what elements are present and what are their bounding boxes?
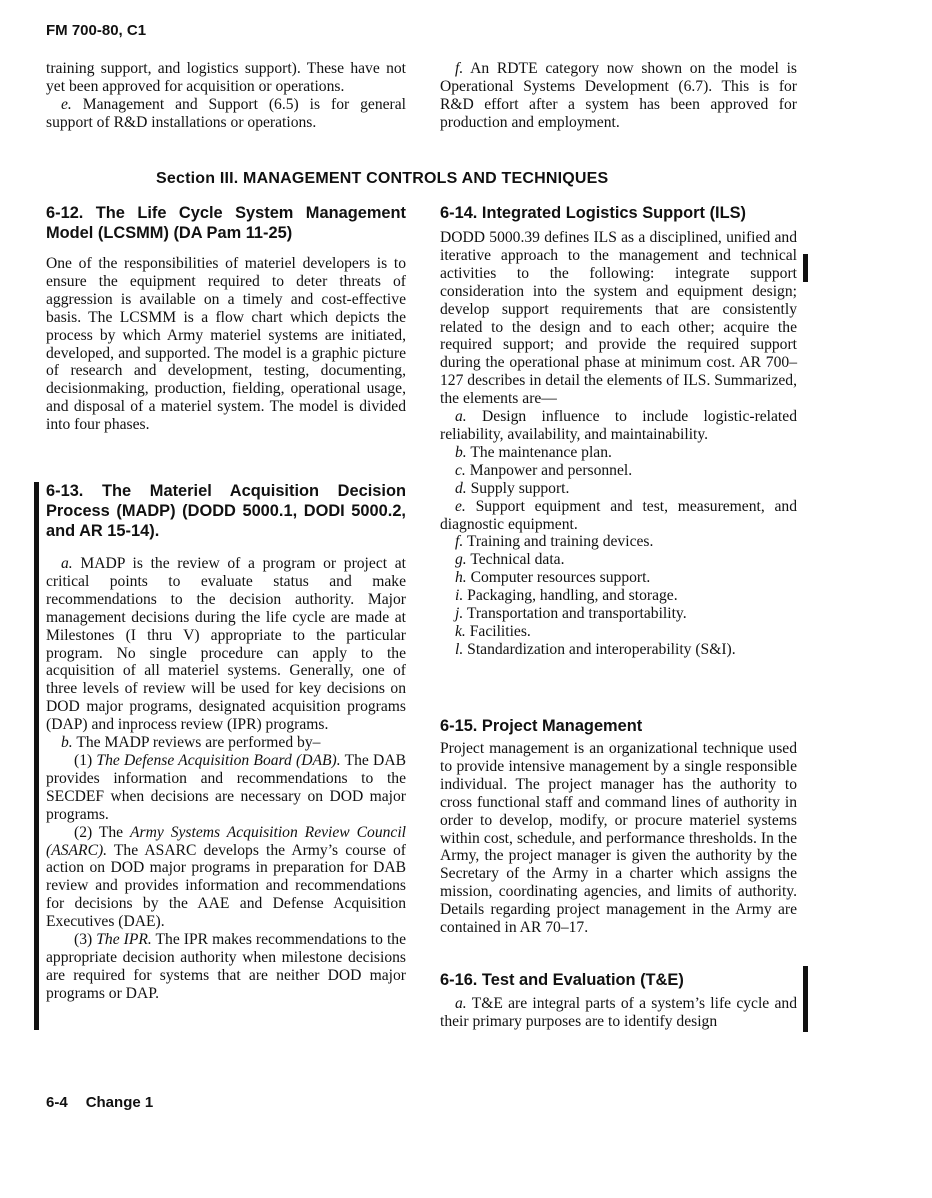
item-label: j. <box>455 605 464 623</box>
item-text: An RDTE category now shown on the model is Operational Systems Development (6.7). This is for R&D effort after a system has been approved for production and employment. <box>440 60 797 131</box>
item-label: a. <box>61 555 73 572</box>
list-item <box>440 623 797 641</box>
body-6-12: One of the responsibilities of materiel developers is to ensure the equipment required to deter threats of aggression is available on a timely and cost-effective basis. The LCSMM is a flow chart which depicts the process by which Army materiel systems are initiated, developed, and supported. The model is a graphic picture of research and development, testing, documenting, decisionmaking, production, fielding, operational usage, and disposal of a materiel system. The model is divided into four phases. <box>46 255 406 434</box>
item-b1 <box>46 752 406 824</box>
item-text: Training and training devices. <box>466 533 654 551</box>
continued-paragraph: training support, and logistics support). These have not yet been approved for acquisition or operations. <box>46 60 406 95</box>
item-label: (1) <box>74 751 93 769</box>
item-text: The DAB provides information and recommendations to the SECDEF when decisions are necessary on DOD major programs. <box>46 751 406 823</box>
item-text: Management and Support (6.5) is for general support of R&D installations or operations. <box>46 95 406 131</box>
item-label: f. <box>455 60 464 77</box>
item-title: The IPR. <box>96 931 152 949</box>
item-label: h. <box>455 569 467 587</box>
item-label: b. <box>455 443 467 461</box>
item-text: Facilities. <box>469 622 531 640</box>
list-item <box>440 408 797 444</box>
item-label: e. <box>61 95 72 113</box>
item-label: i. <box>455 587 464 605</box>
item-a <box>46 555 406 734</box>
item-label: (2) The <box>74 823 124 841</box>
item-label: k. <box>455 622 466 640</box>
item-label: e. <box>455 497 466 515</box>
list-item <box>440 641 797 659</box>
change-bar <box>803 966 808 1032</box>
item-label: f. <box>455 533 464 551</box>
item-b2 <box>46 824 406 931</box>
section-6-16 <box>440 970 797 1031</box>
top-right-block <box>440 60 797 132</box>
heading-6-15: 6-15. Project Management <box>440 717 643 735</box>
change-bar <box>803 254 808 282</box>
list-item <box>440 551 797 569</box>
list-item <box>440 480 797 498</box>
section-6-15 <box>440 716 797 937</box>
document-id: FM 700-80, C1 <box>46 22 147 39</box>
item-title: Army Systems Acquisition Review Council (ASARC). <box>46 823 407 859</box>
list-item <box>440 533 797 551</box>
item-f <box>440 60 797 132</box>
item-label: l. <box>455 640 464 658</box>
item-text: Transportation and transportability. <box>466 605 687 623</box>
page-number: 6-4 <box>46 1094 68 1111</box>
section-6-14 <box>440 203 797 659</box>
item-label: b. <box>61 734 73 752</box>
item-title: The Defense Acquisition Board (DAB). <box>96 751 341 769</box>
heading-6-16: 6-16. Test and Evaluation (T&E) <box>440 971 684 989</box>
item-text: Packaging, handling, and storage. <box>467 587 678 605</box>
page-footer <box>46 1094 153 1111</box>
item-label: a. <box>455 408 467 426</box>
top-left-block <box>46 60 406 132</box>
list-item <box>440 444 797 462</box>
section-title: Section III. MANAGEMENT CONTROLS AND TECHNIQUES <box>156 170 609 187</box>
item-e <box>46 96 406 132</box>
heading-6-13: 6-13. The Materiel Acquisition Decision Process (MADP) (DODD 5000.1, DODI 5000.2, and AR 15-14). <box>46 482 406 540</box>
item-text: The MADP reviews are performed by– <box>76 734 321 752</box>
item-b3 <box>46 931 406 1003</box>
list-item <box>440 587 797 605</box>
item-text: Support equipment and test, measurement, and diagnostic equipment. <box>440 497 797 533</box>
item-label: (3) <box>74 931 93 949</box>
list-item <box>440 569 797 587</box>
list-item <box>440 498 797 534</box>
change-bar <box>34 482 39 1030</box>
heading-6-14: 6-14. Integrated Logistics Support (ILS) <box>440 204 746 222</box>
heading-6-12: 6-12. The Life Cycle System Management Model (LCSMM) (DA Pam 11-25) <box>46 204 406 242</box>
change-label: Change 1 <box>85 1094 154 1111</box>
list-item <box>440 605 797 623</box>
item-label: d. <box>455 479 467 497</box>
item-text: Computer resources support. <box>470 569 651 587</box>
item-label: a. <box>455 995 467 1012</box>
item-text: Standardization and interoperability (S&I). <box>467 640 736 658</box>
body-6-14: DODD 5000.39 defines ILS as a disciplined, unified and iterative approach to the management and technical activities to the following: integrate support consideration into the system and equipment design; develop support requirements that are consistently related to the design and to each other; acquire the required support; and provide the required support during the operational phase at minimum cost. AR 700–127 describes in detail the elements of ILS. Summarized, the elements are— <box>440 229 797 408</box>
item-text: The maintenance plan. <box>470 443 612 461</box>
item-text: MADP is the review of a program or project at critical points to evaluate status and make recommendations to the decision authority. Major management decisions during the life cycle are made at Milestones (I thru V) appropriate to the particular program. No single procedure can apply to the acquisition of all materiel systems. Generally, one of three levels of review will be used for key decisions on DOD major programs, designated acquisition programs (DAP) and inprocess review (IPR) programs. <box>46 555 406 734</box>
item-a <box>440 995 797 1031</box>
item-b <box>46 734 406 752</box>
item-text: T&E are integral parts of a system’s life cycle and their primary purposes are to identify design <box>440 995 797 1030</box>
section-6-13 <box>46 481 406 1003</box>
list-item <box>440 462 797 480</box>
item-text: Supply support. <box>470 479 570 497</box>
ils-elements-list <box>440 408 797 659</box>
item-text: Manpower and personnel. <box>469 461 633 479</box>
item-text: Design influence to include logistic-related reliability, availability, and maintainability. <box>440 408 797 443</box>
body-6-15: Project management is an organizational technique used to provide intensive management by a single responsible individual. The project manager has the authority to cross functional staff and command lines of authority in order to develop, modify, or procure materiel systems within cost, schedule, and performance thresholds. In the Army, the project manager is given the authority by the Secretary of the Army in a charter which assigns the mission, coordinating agencies, and limits of authority. Details regarding project management in the Army are contained in AR 70–17. <box>440 740 797 937</box>
item-label: g. <box>455 551 467 569</box>
item-label: c. <box>455 461 466 479</box>
item-text: The IPR makes recommendations to the appropriate decision authority when milestone decisions are required for systems that are neither DOD major programs or DAP. <box>46 931 407 1002</box>
item-text: Technical data. <box>470 551 565 569</box>
section-6-12 <box>46 203 406 434</box>
item-text: The ASARC develops the Army’s course of action on DOD major programs in preparation for DAB review and provides information and recommendations for decisions by the AAE and Defense Acquisition Executives (DAE). <box>46 841 406 931</box>
